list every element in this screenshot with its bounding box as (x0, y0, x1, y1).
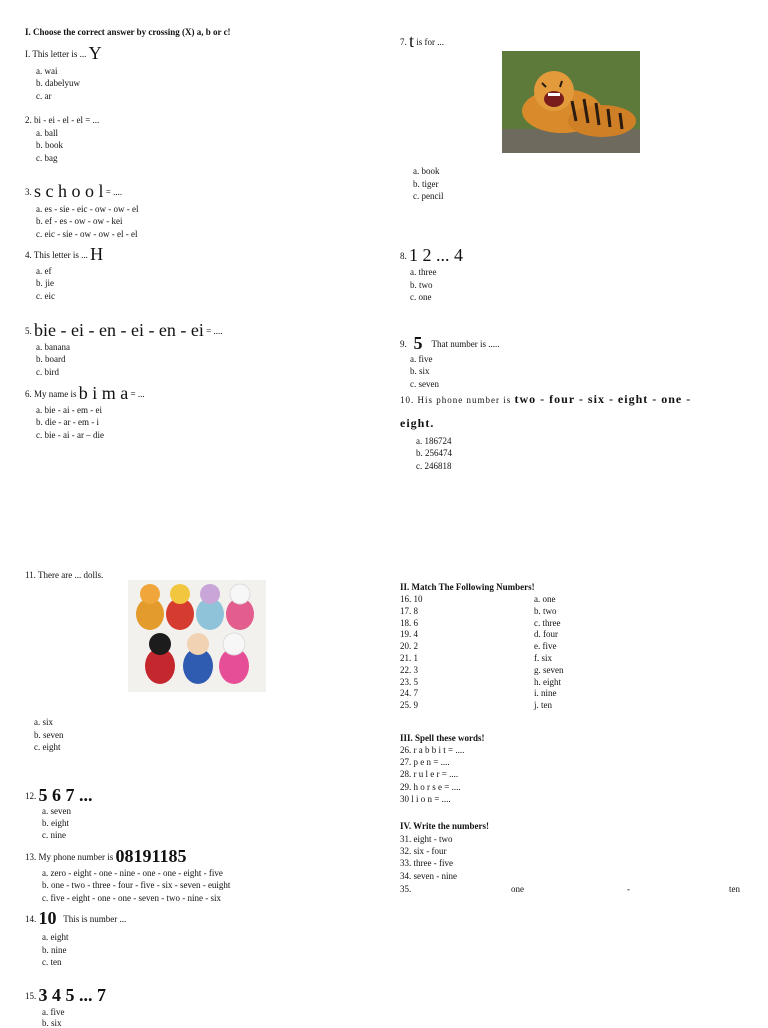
q8-option-c[interactable]: c. one (410, 292, 432, 302)
question-11: 11. There are ... dolls. (25, 570, 104, 580)
question-7 (400, 31, 444, 52)
question-12 (25, 785, 93, 806)
spell-item: 27. p e n = .... (400, 757, 450, 768)
q13-number: 08191185 (115, 846, 187, 866)
match-item-word: g. seven (534, 664, 564, 675)
q13-option-b[interactable]: b. one - two - three - four - five - six - seven - euight (42, 880, 231, 890)
match-item-number: 17. 8 (400, 605, 418, 616)
q14-option-a[interactable]: a. eight (42, 932, 69, 942)
question-3 (25, 181, 122, 202)
q35-word-a: one (511, 884, 524, 894)
q9-num: 9. (400, 339, 409, 349)
q15-option-a[interactable]: a. five (42, 1007, 65, 1017)
q6-option-b[interactable]: b. die - ar - em - i (36, 417, 99, 427)
q9-option-c[interactable]: c. seven (410, 379, 439, 389)
q11-option-a[interactable]: a. six (34, 717, 53, 727)
q1-prefix: I. This letter is ... (25, 49, 89, 59)
q8-option-b[interactable]: b. two (410, 280, 433, 290)
q10-prefix: 10. His phone number is (400, 395, 515, 405)
q11-option-b[interactable]: b. seven (34, 730, 64, 740)
section4-heading: IV. Write the numbers! (400, 821, 490, 831)
q5-option-a[interactable]: a. banana (36, 342, 70, 352)
q6-option-a[interactable]: a. bie - ai - em - ei (36, 405, 102, 415)
match-item-word: i. nine (534, 688, 557, 699)
q8-num: 8. (400, 251, 409, 261)
match-item-number: 21. 1 (400, 653, 418, 663)
q35-word-b: ten (729, 884, 740, 894)
q1-option-c[interactable]: c. ar (36, 91, 52, 101)
q4-letter: H (90, 244, 104, 264)
q2-option-b[interactable]: b. book (36, 140, 63, 150)
q1-option-b[interactable]: b. dabelyuw (36, 78, 80, 88)
q4-option-a[interactable]: a. ef (36, 266, 52, 276)
q3-option-c[interactable]: c. eic - sie - ow - ow - el - el (36, 229, 138, 239)
q14-num: 14. (25, 914, 39, 924)
match-item-word: h. eight (534, 676, 561, 687)
q12-seq: 5 6 7 ... (38, 785, 93, 805)
q7-num: 7. (400, 37, 409, 47)
q7-letter: t (409, 31, 415, 51)
spell-item: 26. r a b b i t = .... (400, 745, 465, 755)
match-item-number: 24. 7 (400, 688, 418, 699)
q14-text: This is number ... (63, 914, 127, 924)
spell-item: 30 l i o n = .... (400, 793, 451, 804)
question-15 (25, 985, 106, 1006)
q6-option-c[interactable]: c. bie - ai - ar – die (36, 430, 104, 440)
q14-option-b[interactable]: b. nine (42, 945, 67, 955)
q3-suffix: = .... (103, 187, 123, 197)
q14-number: 10 (38, 908, 57, 928)
q9-number: 5 (413, 333, 423, 353)
q7-option-b[interactable]: b. tiger (413, 179, 439, 189)
q5-suffix: = .... (203, 326, 223, 336)
q9-text: That number is ..... (431, 339, 500, 349)
section2-heading: II. Match The Following Numbers! (400, 582, 535, 592)
q11-option-c[interactable]: c. eight (34, 742, 61, 752)
question-4 (25, 244, 103, 265)
section1-heading: I. Choose the correct answer by crossing (X) a, b or c! (25, 27, 231, 37)
q6-prefix: 6. My name is (25, 389, 79, 399)
match-item-word: j. ten (534, 700, 552, 711)
spell-item: 29. h o r s e = .... (400, 781, 461, 792)
question-10 (400, 393, 745, 407)
q5-spell: bie - ei - en - ei - en - ei (34, 320, 204, 340)
question-1 (25, 43, 102, 64)
q4-option-b[interactable]: b. jie (36, 278, 54, 288)
match-item-word: d. four (534, 629, 558, 640)
q35-dash: - (627, 884, 630, 894)
q8-option-a[interactable]: a. three (410, 267, 437, 277)
q3-num: 3. (25, 187, 34, 197)
q12-option-c[interactable]: c. nine (42, 830, 66, 840)
q9-option-b[interactable]: b. six (410, 366, 430, 376)
match-item-number: 19. 4 (400, 629, 418, 640)
q2-option-a[interactable]: a. ball (36, 128, 58, 138)
q5-option-c[interactable]: c. bird (36, 367, 59, 377)
q4-prefix: 4. This letter is ... (25, 250, 91, 260)
q12-option-b[interactable]: b. eight (42, 818, 69, 828)
q1-letter: Y (88, 43, 102, 63)
q9-option-a[interactable]: a. five (410, 354, 433, 364)
match-item-word: a. one (534, 594, 556, 604)
q3-option-a[interactable]: a. es - sie - eic - ow - ow - el (36, 204, 139, 214)
q10-spelled-cont: eight. (400, 416, 435, 430)
q13-prefix: 13. My phone number is (25, 852, 116, 862)
question-2: 2. bi - ei - el - el = ... (25, 115, 100, 125)
q1-option-a[interactable]: a. wai (36, 66, 58, 76)
q12-option-a[interactable]: a. seven (42, 806, 71, 816)
match-item-word: e. five (534, 641, 557, 652)
question-9 (400, 333, 500, 354)
q15-option-b[interactable]: b. six (42, 1018, 62, 1028)
match-item-number: 22. 3 (400, 664, 418, 675)
spell-item: 28. r u l e r = .... (400, 769, 459, 780)
match-item-number: 18. 6 (400, 617, 418, 628)
q10-option-b[interactable]: b. 256474 (416, 448, 452, 458)
match-item-word: c. three (534, 617, 561, 628)
q7-option-c[interactable]: c. pencil (413, 191, 444, 201)
q8-seq: 1 2 ... 4 (409, 245, 463, 265)
tiger-photo (502, 51, 640, 153)
q3-word: s c h o o l (34, 181, 104, 201)
q15-num: 15. (25, 991, 39, 1001)
q4-option-c[interactable]: c. eic (36, 291, 55, 301)
q5-option-b[interactable]: b. board (36, 354, 66, 364)
q12-num: 12. (25, 791, 39, 801)
write-item: 31. eight - two (400, 834, 453, 844)
q13-option-a[interactable]: a. zero - eight - one - nine - one - one - eight - five (42, 868, 223, 878)
dolls-photo (128, 580, 266, 692)
q6-name: b i m a (78, 383, 129, 403)
match-item-word: b. two (534, 605, 557, 616)
question-14 (25, 908, 126, 929)
q5-num: 5. (25, 326, 34, 336)
q15-seq: 3 4 5 ... 7 (38, 985, 106, 1005)
question-8 (400, 245, 463, 266)
question-6 (25, 383, 145, 404)
q10-option-c[interactable]: c. 246818 (416, 461, 452, 471)
q6-suffix: = ... (128, 389, 145, 399)
question-5 (25, 320, 223, 341)
match-item-number: 23. 5 (400, 676, 418, 687)
q7-option-a[interactable]: a. book (413, 166, 440, 176)
section3-heading: III. Spell these words! (400, 733, 485, 743)
match-item-number: 20. 2 (400, 641, 418, 652)
write-item: 34. seven - nine (400, 870, 457, 881)
q7-suffix: is for ... (414, 37, 445, 47)
q13-option-c[interactable]: c. five - eight - one - one - seven - two - nine - six (42, 893, 221, 903)
match-item-number: 25. 9 (400, 700, 418, 711)
match-item-number: 16. 10 (400, 594, 423, 604)
match-item-word: f. six (534, 653, 552, 663)
q14-option-c[interactable]: c. ten (42, 957, 62, 967)
write-item: 33. three - five (400, 858, 453, 869)
q10-spelled: two - four - six - eight - one - (514, 392, 692, 406)
q2-option-c[interactable]: c. bag (36, 153, 58, 163)
q35-num: 35. (400, 884, 412, 894)
write-item: 32. six - four (400, 846, 447, 857)
q3-option-b[interactable]: b. ef - es - ow - ow - kei (36, 216, 123, 226)
q10-option-a[interactable]: a. 186724 (416, 436, 452, 446)
question-13 (25, 846, 187, 867)
